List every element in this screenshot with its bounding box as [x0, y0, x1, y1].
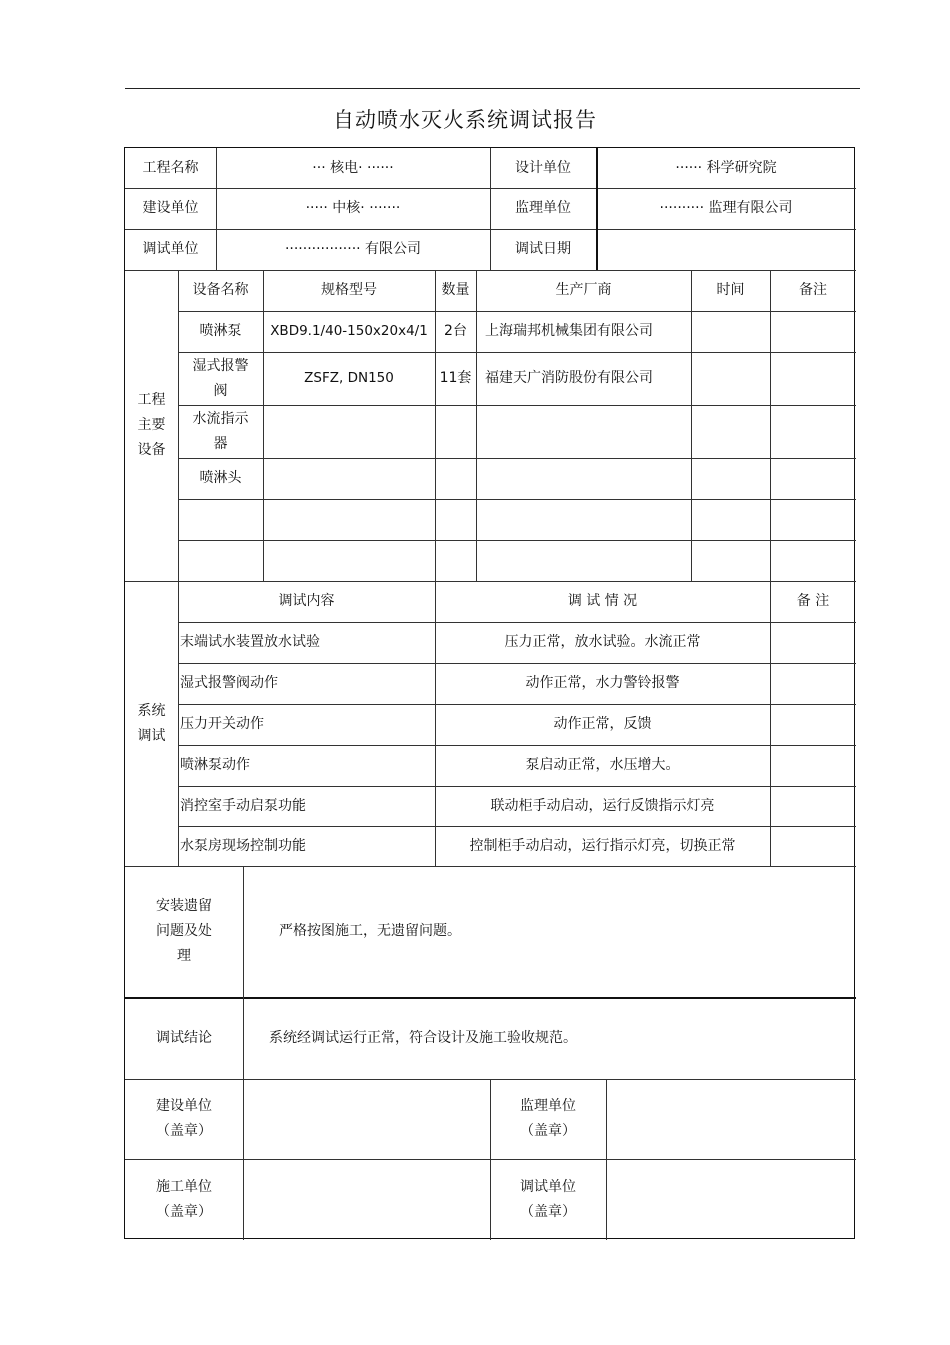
equipment-row-name: 喷淋头: [199, 470, 242, 486]
supervisor-label: 监理单位: [520, 1098, 576, 1114]
testing-unit-value: ················· 有限公司: [284, 241, 422, 257]
conclusion-label: 调试结论: [156, 1029, 212, 1046]
equipment-row-remark: [770, 405, 856, 458]
test-date-value: [596, 229, 856, 270]
equipment-row-model: [263, 458, 435, 499]
equipment-header-time: 时间: [716, 282, 745, 298]
supervision-unit-value: ·········· 监理有限公司: [659, 200, 793, 216]
page-title: 自动喷水灭火系统调试报告: [333, 108, 597, 132]
equipment-row-name: [178, 499, 263, 540]
report-table: [124, 147, 855, 1239]
equipment-row-remark: [770, 352, 856, 405]
system-test-row-result: 动作正常，反馈: [553, 716, 652, 732]
system-test-row-remark: [770, 826, 856, 866]
equipment-row-model: [263, 499, 435, 540]
equipment-row-time: [691, 405, 770, 458]
tester-signature-label: [490, 1159, 606, 1240]
supervisor-stamp: （盖章）: [520, 1123, 576, 1139]
builder-label: 施工单位: [156, 1178, 212, 1195]
project-name-value: ··· 核电· ······: [312, 159, 394, 176]
system-test-row-item: 喷淋泵动作: [180, 757, 250, 773]
system-test-row-result: 压力正常，放水试验。水流正常: [504, 634, 701, 650]
testing-unit-label: 调试单位: [142, 241, 199, 257]
system-test-row-remark: [770, 622, 856, 663]
owner-signature-label: [125, 1079, 243, 1159]
system-test-row-remark: [770, 745, 856, 786]
conclusion-value: 系统经调试运行正常，符合设计及施工验收规范。: [269, 1029, 577, 1046]
project-name-label: 工程名称: [142, 159, 199, 176]
equipment-row-time: [691, 311, 770, 352]
construction-unit-value: ····· 中核· ·······: [305, 200, 401, 216]
equipment-row-time: [691, 352, 770, 405]
equipment-row-qty: [435, 405, 476, 458]
system-test-row-result: 泵启动正常，水压增大。: [525, 757, 680, 773]
header-rule: [125, 88, 860, 89]
equipment-row-remark: [770, 458, 856, 499]
equipment-header-name: 设备名称: [192, 282, 249, 298]
equipment-section-label: 工程主要设备: [137, 392, 166, 458]
test-date-label: 调试日期: [515, 241, 571, 257]
system-test-row-result: 控制柜手动启动，运行指示灯亮，切换正常: [469, 837, 736, 854]
issues-value: 严格按图施工，无遗留问题。: [279, 923, 461, 939]
equipment-row-maker: 上海瑞邦机械集团有限公司: [485, 323, 653, 339]
builder-signature-label: [125, 1159, 243, 1240]
system-test-row-result: 联动柜手动启动，运行反馈指示灯亮: [490, 797, 715, 814]
system-test-row-item: 压力开关动作: [180, 716, 264, 732]
tester-label: 调试单位: [520, 1178, 576, 1195]
system-test-row-remark: [770, 704, 856, 745]
equipment-row-qty: [435, 458, 476, 499]
system-test-row-item: 湿式报警阀动作: [180, 675, 278, 691]
equipment-row-name: 湿式报警阀: [192, 357, 249, 399]
equipment-row-time: [691, 458, 770, 499]
system-test-row-remark: [770, 786, 856, 826]
design-unit-value: ······ 科学研究院: [675, 159, 777, 176]
equipment-row-name: [178, 540, 263, 581]
system-test-header-item: 调试内容: [278, 593, 335, 609]
supervisor-signature-label: [490, 1079, 606, 1159]
construction-unit-label: 建设单位: [142, 200, 199, 216]
equipment-header-maker: 生产厂商: [555, 282, 612, 298]
equipment-row-model: XBD9.1/40-150x20x4/1: [270, 323, 428, 339]
equipment-header-model: 规格型号: [321, 282, 377, 298]
equipment-row-qty: 11套: [439, 370, 472, 386]
equipment-header-remark: 备注: [799, 282, 827, 298]
issues-label: 安装遗留问题及处理: [156, 898, 212, 964]
equipment-header-qty: 数量: [441, 282, 470, 298]
owner-label: 建设单位: [156, 1098, 212, 1114]
equipment-row-maker: [476, 405, 691, 458]
equipment-row-model: [263, 405, 435, 458]
system-test-section-label: 系统调试: [137, 702, 166, 744]
design-unit-label: 设计单位: [515, 159, 571, 176]
equipment-row-name: 喷淋泵: [199, 323, 242, 339]
system-test-header-result: 调 试 情 况: [567, 593, 638, 609]
builder-stamp: （盖章）: [156, 1203, 212, 1220]
tester-stamp: （盖章）: [520, 1203, 576, 1220]
system-test-header-remark: 备 注: [796, 593, 830, 609]
system-test-row-item: 末端试水装置放水试验: [180, 634, 320, 650]
equipment-row-model: ZSFZ, DN150: [304, 370, 394, 386]
equipment-row-model: [263, 540, 435, 581]
system-test-row-result: 动作正常，水力警铃报警: [525, 675, 680, 691]
equipment-row-name: 水流指示器: [192, 410, 249, 452]
system-test-row-remark: [770, 663, 856, 704]
supervision-unit-label: 监理单位: [515, 200, 571, 216]
equipment-row-remark: [770, 311, 856, 352]
equipment-row-maker: [476, 458, 691, 499]
owner-stamp: （盖章）: [156, 1123, 212, 1139]
system-test-row-item: 消控室手动启泵功能: [180, 797, 306, 814]
system-test-row-item: 水泵房现场控制功能: [180, 837, 306, 854]
equipment-row-qty: 2台: [444, 323, 467, 339]
equipment-row-maker: 福建天广消防股份有限公司: [485, 370, 653, 386]
